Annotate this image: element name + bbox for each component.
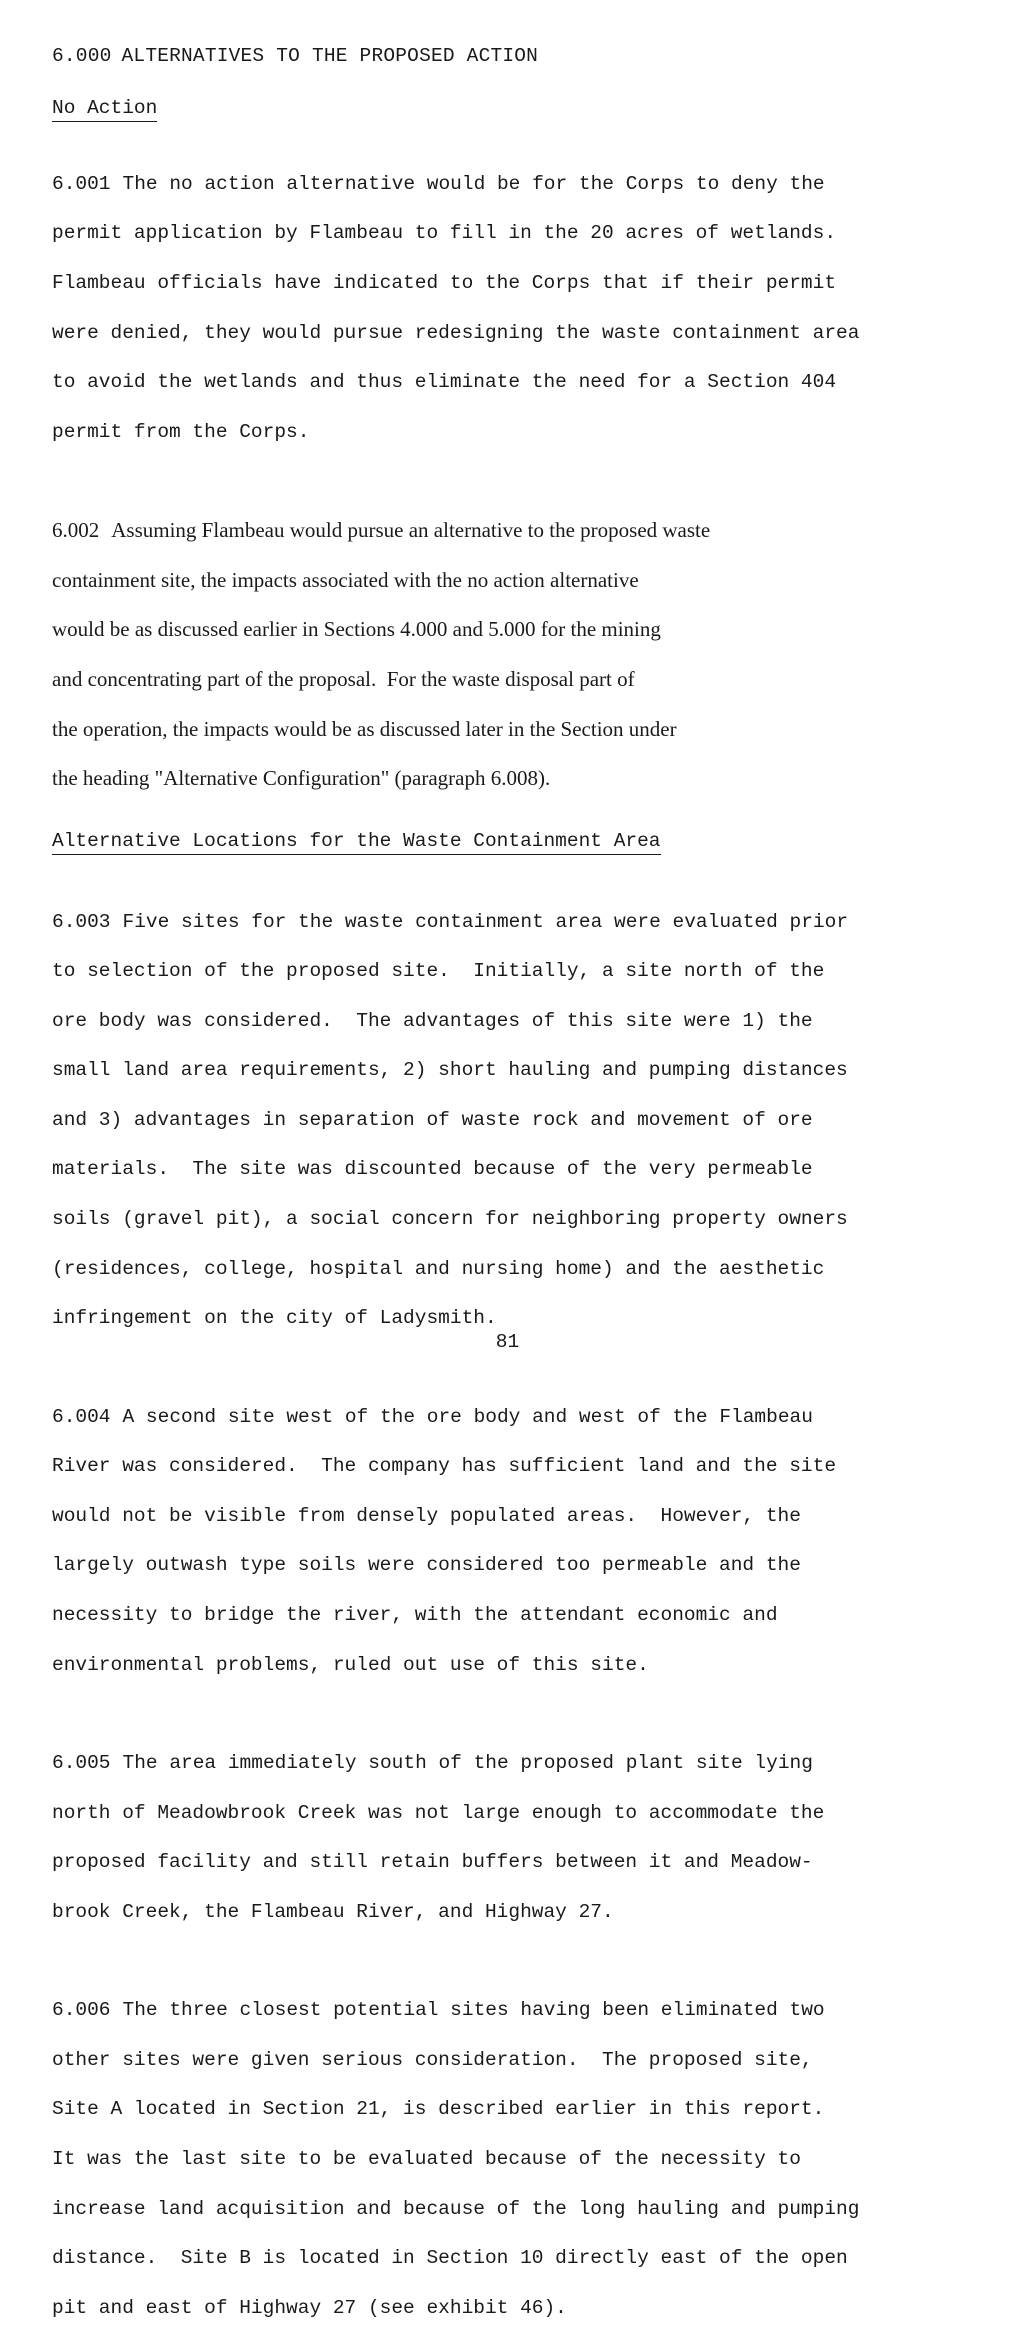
paragraph-line: the heading "Alternative Configuration" (paragraph 6.008). (52, 766, 551, 791)
paragraph-line: proposed facility and still retain buffers between it and Meadow- (52, 1851, 813, 1874)
paragraph-number: 6.005 (52, 1752, 111, 1775)
document-page (52, 44, 982, 2345)
paragraph-line: permit from the Corps. (52, 420, 310, 443)
paragraph-line: distance. Site B is located in Section 10 directly east of the open (52, 2247, 848, 2270)
paragraph-line: increase land acquisition and because of the long hauling and pumping (52, 2197, 860, 2220)
paragraph-line: 6.002 Assuming Flambeau would pursue an alternative to the proposed waste (52, 518, 711, 543)
paragraph-line: River was considered. The company has sufficient land and the site (52, 1455, 837, 1478)
paragraph-line: the operation, the impacts would be as discussed later in the Section under (52, 716, 677, 741)
paragraph-line: 6.005 The area immediately south of the proposed plant site lying (52, 1752, 813, 1775)
paragraph-number: 6.002 (52, 518, 100, 543)
paragraph-line: ore body was considered. The advantages of this site were 1) the (52, 1009, 813, 1032)
paragraph-line: small land area requirements, 2) short hauling and pumping distances (52, 1059, 848, 1082)
paragraph-line: 6.004 A second site west of the ore body and west of the Flambeau (52, 1405, 813, 1428)
paragraph-line: brook Creek, the Flambeau River, and Highway 27. (52, 1900, 614, 1923)
paragraph-line: would not be visible from densely populated areas. However, the (52, 1504, 801, 1527)
paragraph-line: and concentrating part of the proposal. For the waste disposal part of (52, 666, 635, 691)
paragraph-line: (residences, college, hospital and nursing home) and the aesthetic (52, 1257, 825, 1280)
paragraph-line: necessity to bridge the river, with the attendant economic and (52, 1604, 778, 1627)
section-heading (52, 44, 982, 69)
paragraph-6-004 (52, 1380, 982, 1702)
paragraph-line: 6.003 Five sites for the waste containment area were evaluated prior (52, 910, 849, 933)
paragraph-6-003 (52, 885, 982, 1356)
paragraph-6-006 (52, 1973, 982, 2345)
paragraph-number: 6.006 (52, 1999, 111, 2022)
paragraph-number: 6.001 (52, 172, 111, 195)
no-action-heading: No Action (52, 96, 157, 122)
paragraph-line: to avoid the wetlands and thus eliminate the need for a Section 404 (52, 371, 837, 394)
paragraph-6-005 (52, 1726, 982, 1949)
paragraph-line: largely outwash type soils were considered too permeable and the (52, 1554, 801, 1577)
paragraph-number: 6.003 (52, 910, 111, 933)
paragraph-line: 6.001 The no action alternative would be for the Corps to deny the (52, 172, 825, 195)
paragraph-line: other sites were given serious consideration. The proposed site, (52, 2048, 813, 2071)
alt-locations-heading: Alternative Locations for the Waste Containment Area (52, 829, 661, 855)
paragraph-line: were denied, they would pursue redesigning the waste containment area (52, 321, 860, 344)
paragraph-line: pit and east of Highway 27 (see exhibit 46). (52, 2296, 567, 2319)
paragraph-line: It was the last site to be evaluated because of the necessity to (52, 2147, 801, 2170)
paragraph-line: Site A located in Section 21, is described earlier in this report. (52, 2098, 825, 2121)
paragraph-line: infringement on the city of Ladysmith. (52, 1307, 497, 1330)
paragraph-line: environmental problems, ruled out use of this site. (52, 1653, 649, 1676)
paragraph-line: Flambeau officials have indicated to the Corps that if their permit (52, 271, 837, 294)
section-number: 6.000 (52, 45, 112, 67)
paragraph-line: and 3) advantages in separation of waste rock and movement of ore (52, 1108, 813, 1131)
paragraph-6-002 (52, 493, 982, 815)
paragraph-line: 6.006 The three closest potential sites having been eliminated two (52, 1999, 825, 2022)
paragraph-6-001 (52, 147, 982, 469)
section-title: ALTERNATIVES TO THE PROPOSED ACTION (121, 45, 539, 67)
paragraph-line: containment site, the impacts associated with the no action alternative (52, 567, 639, 592)
page-number: 81 (495, 1331, 520, 1353)
paragraph-line: north of Meadowbrook Creek was not large enough to accommodate the (52, 1801, 825, 1824)
paragraph-line: would be as discussed earlier in Sections 4.000 and 5.000 for the mining (52, 617, 661, 642)
paragraph-line: to selection of the proposed site. Initially, a site north of the (52, 960, 825, 983)
paragraph-line: permit application by Flambeau to fill in the 20 acres of wetlands. (52, 222, 837, 245)
paragraph-line: materials. The site was discounted because of the very permeable (52, 1158, 813, 1181)
paragraph-number: 6.004 (52, 1405, 111, 1428)
paragraph-line: soils (gravel pit), a social concern for neighboring property owners (52, 1208, 848, 1231)
